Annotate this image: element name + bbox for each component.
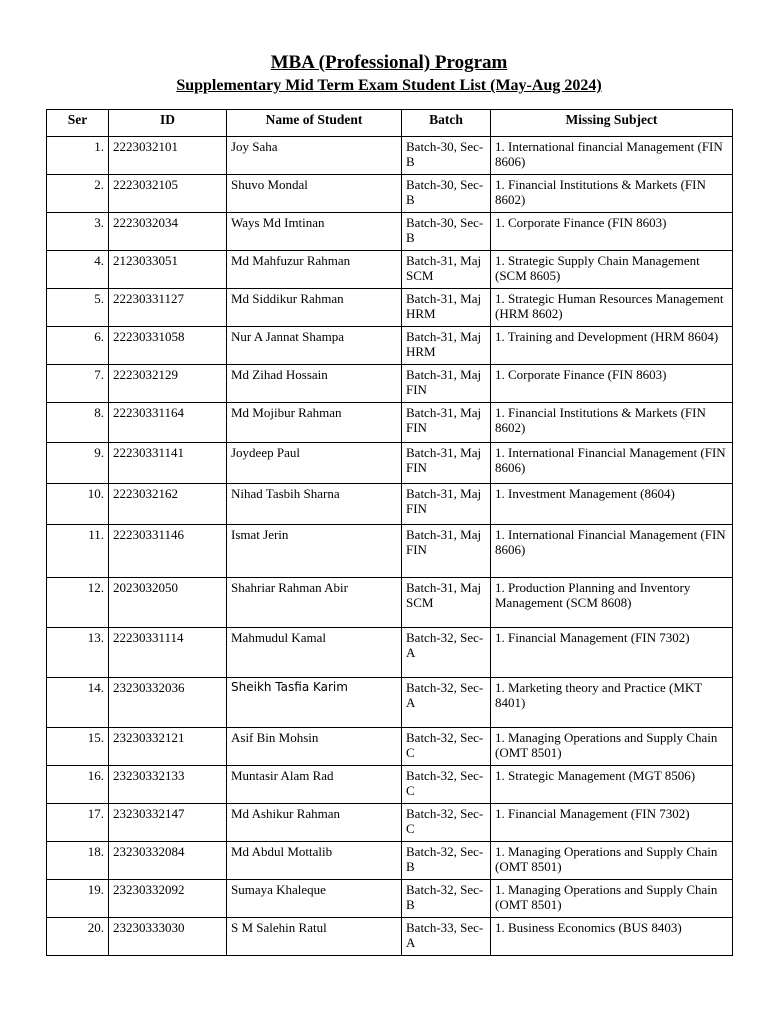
cell-ser: 2. <box>47 175 109 213</box>
cell-name: Muntasir Alam Rad <box>227 766 402 804</box>
column-header-name: Name of Student <box>227 110 402 137</box>
cell-batch: Batch-31, Maj SCM <box>402 578 491 628</box>
cell-name: S M Salehin Ratul <box>227 918 402 956</box>
cell-name: Asif Bin Mohsin <box>227 728 402 766</box>
cell-missing-subject: 1. Financial Management (FIN 7302) <box>491 804 733 842</box>
cell-ser: 11. <box>47 525 109 578</box>
cell-missing-subject: 1. Production Planning and Inventory Management (SCM 8608) <box>491 578 733 628</box>
table-row <box>47 525 733 578</box>
cell-id: 22230331146 <box>109 525 227 578</box>
cell-name: Sheikh Tasfia Karim <box>227 678 402 728</box>
table-row <box>47 251 733 289</box>
cell-missing-subject: 1. Financial Management (FIN 7302) <box>491 628 733 678</box>
page-subtitle: Supplementary Mid Term Exam Student List (May-Aug 2024) <box>176 77 602 94</box>
cell-name: Md Zihad Hossain <box>227 365 402 403</box>
cell-batch: Batch-32, Sec-A <box>402 678 491 728</box>
missing-subject-text: 1. Training and Development (HRM 8604) <box>495 329 719 344</box>
cell-missing-subject: 1. International Financial Management (FIN 8606) <box>491 443 733 484</box>
cell-missing-subject: 1. Strategic Supply Chain Management (SCM 8605) <box>491 251 733 289</box>
cell-id: 23230332121 <box>109 728 227 766</box>
cell-id: 22230331114 <box>109 628 227 678</box>
cell-ser: 1. <box>47 137 109 175</box>
cell-batch: Batch-31, Maj FIN <box>402 484 491 525</box>
cell-missing-subject: 1. International Financial Management (FIN 8606) <box>491 525 733 578</box>
cell-name: Md Siddikur Rahman <box>227 289 402 327</box>
cell-id: 2223032105 <box>109 175 227 213</box>
cell-name: Shuvo Mondal <box>227 175 402 213</box>
cell-id: 23230332036 <box>109 678 227 728</box>
cell-ser: 3. <box>47 213 109 251</box>
cell-missing-subject: 1. Corporate Finance (FIN 8603) <box>491 213 733 251</box>
table-row <box>47 443 733 484</box>
cell-ser: 19. <box>47 880 109 918</box>
cell-id: 2223032129 <box>109 365 227 403</box>
table-row <box>47 137 733 175</box>
cell-id: 2223032101 <box>109 137 227 175</box>
table-row <box>47 918 733 956</box>
cell-batch: Batch-32, Sec-B <box>402 880 491 918</box>
cell-batch: Batch-31, Maj FIN <box>402 443 491 484</box>
cell-name: Joy Saha <box>227 137 402 175</box>
cell-id: 23230332147 <box>109 804 227 842</box>
table-header-row <box>47 110 733 137</box>
table-row <box>47 578 733 628</box>
table-row <box>47 365 733 403</box>
cell-ser: 10. <box>47 484 109 525</box>
cell-ser: 17. <box>47 804 109 842</box>
table-row <box>47 766 733 804</box>
cell-ser: 12. <box>47 578 109 628</box>
cell-batch: Batch-31, Maj SCM <box>402 251 491 289</box>
cell-id: 22230331141 <box>109 443 227 484</box>
table-row <box>47 213 733 251</box>
cell-batch: Batch-32, Sec-A <box>402 628 491 678</box>
cell-ser: 6. <box>47 327 109 365</box>
cell-batch: Batch-31, Maj HRM <box>402 327 491 365</box>
cell-ser: 13. <box>47 628 109 678</box>
table-row <box>47 728 733 766</box>
table-row <box>47 175 733 213</box>
page-title: MBA (Professional) Program <box>270 52 508 73</box>
cell-missing-subject: 1. Corporate Finance (FIN 8603) <box>491 365 733 403</box>
cell-ser: 15. <box>47 728 109 766</box>
cell-ser: 4. <box>47 251 109 289</box>
cell-name: Sumaya Khaleque <box>227 880 402 918</box>
cell-name: Joydeep Paul <box>227 443 402 484</box>
cell-name: Nur A Jannat Shampa <box>227 327 402 365</box>
table-row <box>47 880 733 918</box>
cell-id: 2223032162 <box>109 484 227 525</box>
cell-id: 2123033051 <box>109 251 227 289</box>
column-header-ser: Ser <box>47 110 109 137</box>
cell-batch: Batch-31, Maj FIN <box>402 365 491 403</box>
cell-batch: Batch-33, Sec-A <box>402 918 491 956</box>
column-header-missing-subject: Missing Subject <box>491 110 733 137</box>
cell-id: 23230332084 <box>109 842 227 880</box>
cell-batch: Batch-32, Sec-B <box>402 842 491 880</box>
cell-missing-subject: 1. Business Economics (BUS 8403) <box>491 918 733 956</box>
cell-missing-subject: 1. Strategic Human Resources Management (HRM 8602) <box>491 289 733 327</box>
table-row <box>47 403 733 443</box>
cell-batch: Batch-30, Sec-B <box>402 213 491 251</box>
cell-name: Ismat Jerin <box>227 525 402 578</box>
cell-missing-subject: 1. Investment Management (8604) <box>491 484 733 525</box>
cell-id: 2223032034 <box>109 213 227 251</box>
cell-batch: Batch-31, Maj HRM <box>402 289 491 327</box>
table-row <box>47 327 733 365</box>
cell-batch: Batch-32, Sec-C <box>402 728 491 766</box>
cell-missing-subject <box>491 327 733 365</box>
cell-name: Shahriar Rahman Abir <box>227 578 402 628</box>
cell-ser: 16. <box>47 766 109 804</box>
cell-batch: Batch-32, Sec-C <box>402 766 491 804</box>
cell-id: 23230333030 <box>109 918 227 956</box>
cell-name: Mahmudul Kamal <box>227 628 402 678</box>
cell-missing-subject: 1. Marketing theory and Practice (MKT 8401) <box>491 678 733 728</box>
cell-missing-subject: 1. International financial Management (FIN 8606) <box>491 137 733 175</box>
cell-missing-subject: 1. Strategic Management (MGT 8506) <box>491 766 733 804</box>
cell-missing-subject: 1. Managing Operations and Supply Chain (OMT 8501) <box>491 880 733 918</box>
cell-missing-subject: 1. Financial Institutions & Markets (FIN 8602) <box>491 403 733 443</box>
cell-batch: Batch-31, Maj FIN <box>402 525 491 578</box>
cell-ser: 7. <box>47 365 109 403</box>
table-row <box>47 804 733 842</box>
table-row <box>47 628 733 678</box>
table-row <box>47 484 733 525</box>
cell-id: 22230331127 <box>109 289 227 327</box>
cell-id: 23230332092 <box>109 880 227 918</box>
cell-batch: Batch-30, Sec-B <box>402 175 491 213</box>
cell-name: Ways Md Imtinan <box>227 213 402 251</box>
cell-name: Md Mahfuzur Rahman <box>227 251 402 289</box>
cell-batch: Batch-31, Maj FIN <box>402 403 491 443</box>
cell-missing-subject: 1. Managing Operations and Supply Chain (OMT 8501) <box>491 842 733 880</box>
cell-id: 23230332133 <box>109 766 227 804</box>
table-row <box>47 678 733 728</box>
cell-batch: Batch-32, Sec-C <box>402 804 491 842</box>
cell-name: Md Ashikur Rahman <box>227 804 402 842</box>
cell-id: 2023032050 <box>109 578 227 628</box>
cell-id: 22230331164 <box>109 403 227 443</box>
cell-id: 22230331058 <box>109 327 227 365</box>
cell-missing-subject: 1. Financial Institutions & Markets (FIN 8602) <box>491 175 733 213</box>
cell-name: Nihad Tasbih Sharna <box>227 484 402 525</box>
cell-ser: 9. <box>47 443 109 484</box>
cell-name: Md Mojibur Rahman <box>227 403 402 443</box>
table-row <box>47 289 733 327</box>
table-row <box>47 842 733 880</box>
cell-ser: 20. <box>47 918 109 956</box>
cell-ser: 14. <box>47 678 109 728</box>
cell-batch: Batch-30, Sec-B <box>402 137 491 175</box>
table-body <box>47 137 733 956</box>
column-header-id: ID <box>109 110 227 137</box>
cell-name: Md Abdul Mottalib <box>227 842 402 880</box>
student-list-table <box>46 109 733 956</box>
cell-ser: 5. <box>47 289 109 327</box>
cell-missing-subject: 1. Managing Operations and Supply Chain (OMT 8501) <box>491 728 733 766</box>
column-header-batch: Batch <box>402 110 491 137</box>
cell-ser: 18. <box>47 842 109 880</box>
cell-ser: 8. <box>47 403 109 443</box>
